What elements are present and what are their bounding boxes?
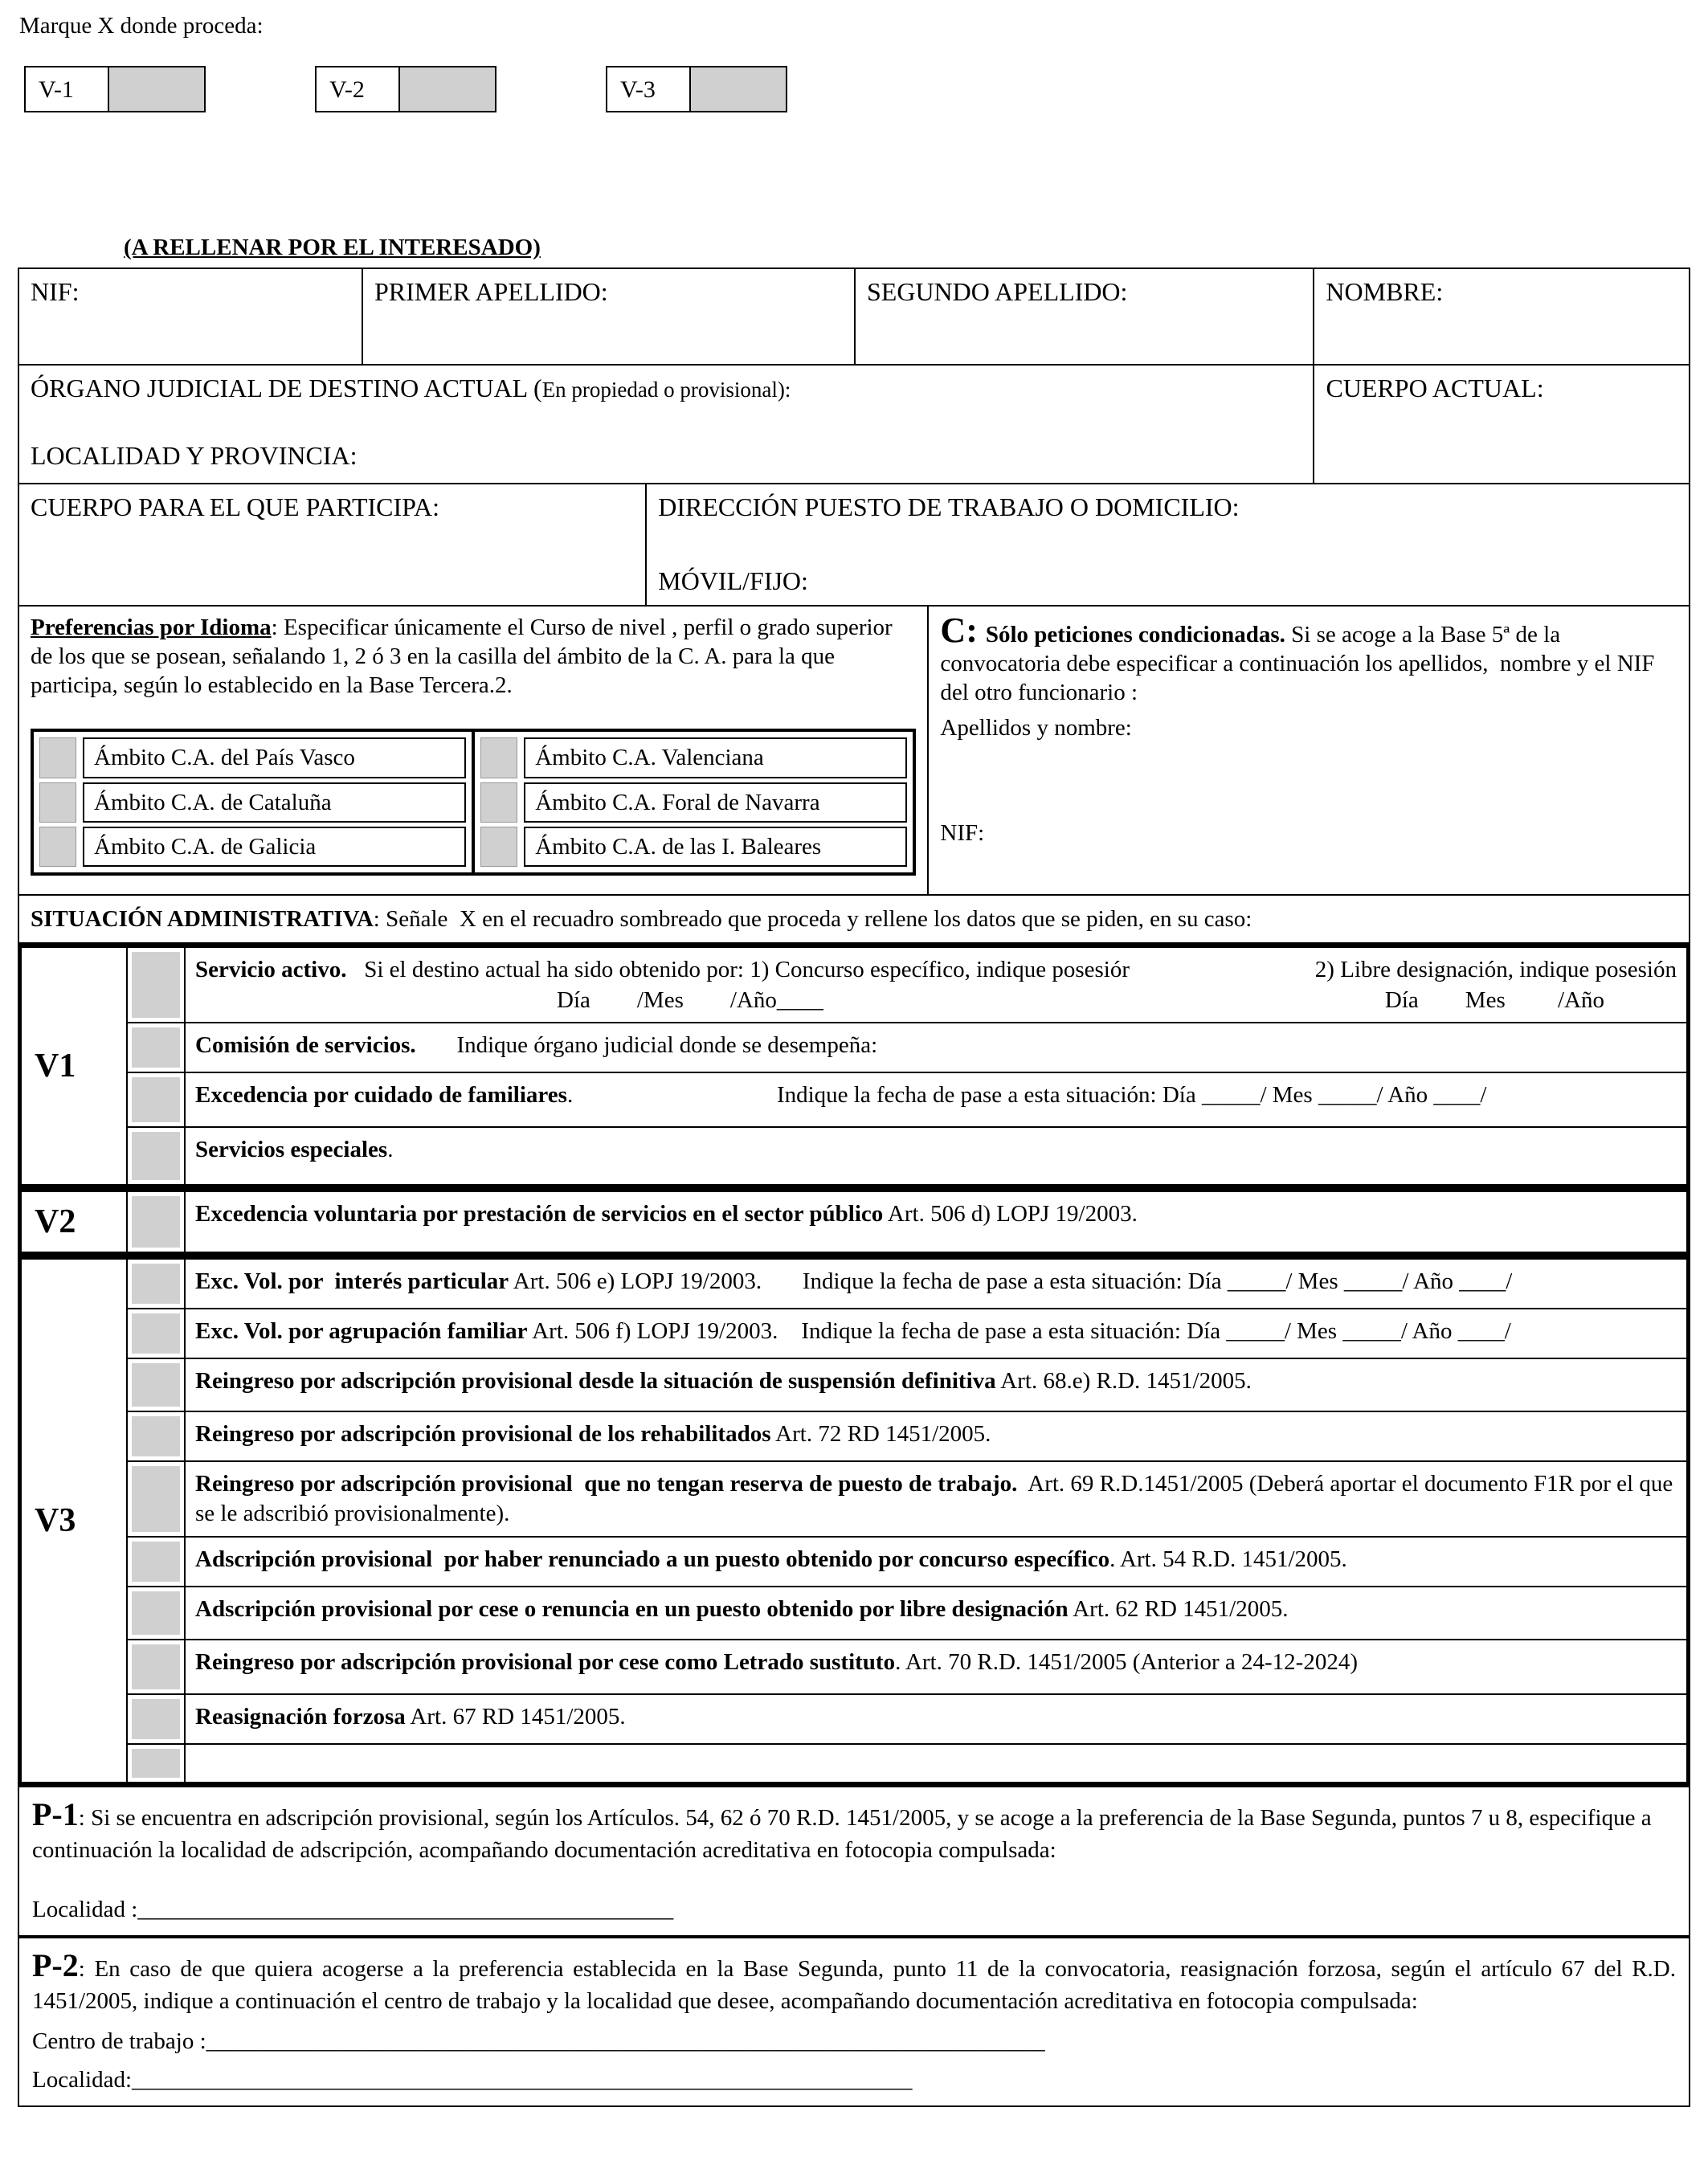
v1-row-servicio-activo <box>126 948 1686 1024</box>
ambito-checkbox-valenciana[interactable] <box>480 737 517 778</box>
interesado-title: (A RELLENAR POR EL INTERESADO) <box>124 235 541 261</box>
p2-localidad-line <box>32 2065 1676 2094</box>
checkbox-cell <box>126 1462 186 1536</box>
row-text <box>186 1260 1686 1308</box>
cuerpo-actual-label: CUERPO ACTUAL: <box>1326 373 1544 402</box>
primer-apellido-label: PRIMER APELLIDO: <box>374 276 608 306</box>
v2-rows <box>126 1192 1686 1252</box>
condicionadas-bold-text: Sólo peticiones condicionadas. <box>985 621 1285 647</box>
checkbox-cell <box>126 1309 186 1358</box>
version-box-v2-label: V-2 <box>317 67 400 111</box>
p1-localidad-label: Localidad : <box>32 1896 138 1922</box>
p2-paragraph <box>32 1945 1676 2017</box>
v1-block <box>18 944 1690 1189</box>
p2-localidad-label: Localidad: <box>32 2067 133 2093</box>
reasignacion-forzosa-checkbox[interactable] <box>132 1699 180 1739</box>
row-bold-text: Adscripción provisional por cese o renuncia en un puesto obtenido por libre designación <box>195 1596 1069 1623</box>
checkbox-cell <box>126 1260 186 1308</box>
v3-row-exc-vol-agrupacion <box>126 1309 1686 1359</box>
checkbox-cell <box>126 1073 186 1126</box>
row-bold-text: Comisión de servicios. <box>195 1032 416 1059</box>
checkbox-cell <box>126 1745 186 1782</box>
p2-centro-line <box>32 2027 1676 2056</box>
row-rest-text: Art. 506 f) LOPJ 19/2003. Indique la fecha de pase a esta situación: Día _____/ Mes _____/ Año ____/ <box>527 1318 1511 1345</box>
condicionadas-nif-field[interactable] <box>940 819 1677 847</box>
v3-block <box>18 1256 1690 1786</box>
direccion-label-line <box>658 491 1677 523</box>
row-rest-text: Art. 67 RD 1451/2005. <box>405 1704 626 1730</box>
row-bold-text: Servicios especiales <box>195 1137 388 1163</box>
version-box-v3-label: V-3 <box>607 67 691 111</box>
row-right-text: 2) Libre designación, indique posesión <box>1314 956 1677 982</box>
cuerpo-participa-cell[interactable] <box>19 484 645 605</box>
condicionadas-paragraph <box>940 610 1677 708</box>
row-text <box>186 1462 1686 1536</box>
p2-label: P-2 <box>32 1947 79 1984</box>
situacion-header-cell <box>19 896 1689 942</box>
checkbox-cell <box>126 1192 186 1252</box>
checkbox-cell <box>126 1359 186 1411</box>
v1-row-comision <box>126 1023 1686 1073</box>
ambitos-table <box>31 729 916 876</box>
excedencia-voluntaria-checkbox[interactable] <box>132 1196 180 1248</box>
v3-row-reingreso-suspension <box>126 1359 1686 1412</box>
row-bold-text: Reingreso por adscripción provisional de los rehabilitados <box>195 1421 771 1448</box>
row-text <box>186 1587 1686 1639</box>
movil-fijo-label: MÓVIL/FIJO: <box>658 566 808 595</box>
preferencias-cell <box>19 607 927 894</box>
excedencia-cuidado-checkbox[interactable] <box>132 1077 180 1122</box>
version-box-v2 <box>315 66 496 112</box>
servicio-activo-line2 <box>195 986 1677 1015</box>
v3-block-label: V3 <box>35 1502 76 1539</box>
v3-row-adscripcion-libre-designacion <box>126 1587 1686 1640</box>
checkbox-cell <box>126 1023 186 1072</box>
ambito-label: Ámbito C.A. de Cataluña <box>83 782 466 823</box>
row-rest-text: Indique órgano judicial donde se desempeña: <box>415 1032 878 1059</box>
table-row <box>19 269 1689 364</box>
row-text <box>186 1359 1686 1411</box>
row-rest-text: . Indique la fecha de pase a esta situación: Día _____/ Mes _____/ Año ____/ <box>566 1082 1487 1109</box>
ambito-label: Ámbito C.A. Valenciana <box>524 737 907 778</box>
adscripcion-concurso-checkbox[interactable] <box>132 1542 180 1582</box>
movil-fijo-line <box>658 565 1677 597</box>
nif-cell[interactable] <box>19 269 362 364</box>
comision-servicios-checkbox[interactable] <box>132 1027 180 1068</box>
empty-row-checkbox[interactable] <box>132 1749 180 1778</box>
row-text <box>186 1695 1686 1743</box>
v3-row-reingreso-sin-reserva <box>126 1462 1686 1538</box>
row-rest-text: Si el destino actual ha sido obtenido por: 1) Concurso específico, indique posesiór <box>346 956 1130 982</box>
ambito-label: Ámbito C.A. del País Vasco <box>83 737 466 778</box>
row-text <box>186 1073 1686 1126</box>
organo-label-line <box>31 372 1301 404</box>
cuerpo-actual-cell[interactable] <box>1313 366 1689 483</box>
servicio-activo-line1 <box>195 955 1677 984</box>
row-text <box>186 1023 1686 1072</box>
p2-text: : En caso de que quiera acogerse a la preferencia establecida en la Base Segunda, punto 11 de la convocatoria, reasignación forzosa, según el artículo 67 del R.D. 1451/2005, indique a continuación el centro de trabajo y la localidad que desee, acompañando documentación acreditativa en fotocopia compulsada: <box>32 1956 1676 2015</box>
p1-block <box>18 1786 1690 1937</box>
apellidos-nombre-field[interactable] <box>940 713 1677 742</box>
row-rest-text: Art. 69 R.D.1451/2005 (Deberá aportar el documento F1R por el que se le adscribió provisionalmente). <box>195 1471 1679 1526</box>
row-bold-text: Exc. Vol. por agrupación familiar <box>195 1318 528 1345</box>
row-rest-text: . <box>387 1137 394 1163</box>
row-text <box>186 1538 1686 1586</box>
ambitos-column-left <box>34 732 472 872</box>
reingreso-sin-reserva-checkbox[interactable] <box>132 1466 180 1532</box>
condicionadas-label: C: <box>940 610 978 650</box>
checkbox-cell <box>126 1587 186 1639</box>
organo-label: ÓRGANO JUDICIAL DE DESTINO ACTUAL ( <box>31 373 542 402</box>
version-box-v1-label: V-1 <box>26 67 109 111</box>
ambito-row <box>480 737 907 778</box>
p2-centro-trabajo-input[interactable]: ________________________________________________________________________ <box>206 2028 1045 2054</box>
servicio-activo-checkbox[interactable] <box>132 952 180 1019</box>
ambito-checkbox-baleares[interactable] <box>480 827 517 867</box>
row-rest-text: Art. 506 e) LOPJ 19/2003. Indique la fecha de pase a esta situación: Día _____/ Mes _____/ Año ____/ <box>509 1268 1513 1295</box>
ambito-label: Ámbito C.A. de Galicia <box>83 827 466 867</box>
p1-paragraph <box>32 1794 1676 1866</box>
situacion-header-row <box>19 894 1689 942</box>
v2-block-label: V2 <box>35 1203 76 1240</box>
ambito-row <box>480 827 907 867</box>
ambito-checkbox-cataluna[interactable] <box>39 782 76 823</box>
row-bold-text: Excedencia por cuidado de familiares <box>195 1082 567 1109</box>
row-rest-text: . Art. 70 R.D. 1451/2005 (Anterior a 24-12-2024) <box>895 1649 1358 1676</box>
row-text <box>186 1309 1686 1358</box>
row-rest-text: . Art. 54 R.D. 1451/2005. <box>1109 1546 1347 1573</box>
version-checkbox-v2[interactable] <box>400 67 495 111</box>
checkbox-cell <box>126 1412 186 1460</box>
exc-vol-agrupacion-checkbox[interactable] <box>132 1313 180 1354</box>
ambito-label: Ámbito C.A. Foral de Navarra <box>524 782 907 823</box>
preferencias-heading: Preferencias por Idioma <box>31 614 272 640</box>
row-bold-text: Reingreso por adscripción provisional por cese como Letrado sustituto <box>195 1649 896 1676</box>
checkbox-cell <box>126 1128 186 1184</box>
localidad-provincia-label: LOCALIDAD Y PROVINCIA: <box>31 440 358 470</box>
row-text <box>186 1192 1686 1252</box>
segundo-apellido-label: SEGUNDO APELLIDO: <box>866 276 1128 306</box>
row-bold-text: Reingreso por adscripción provisional desde la situación de suspensión definitiva <box>195 1368 996 1395</box>
preferencias-paragraph <box>31 613 916 700</box>
ambito-checkbox-navarra[interactable] <box>480 782 517 823</box>
exc-vol-interes-checkbox[interactable] <box>132 1264 180 1304</box>
v3-row-reingreso-letrado <box>126 1640 1686 1695</box>
version-checkbox-v1[interactable] <box>109 67 204 111</box>
row-rest-text: Art. 72 RD 1451/2005. <box>770 1421 991 1448</box>
condicionadas-cell <box>927 607 1689 894</box>
fecha-posesion-left[interactable]: Día /Mes /Año____ <box>557 987 823 1013</box>
situacion-heading-rest: : Señale X en el recuadro sombreado que proceda y rellene los datos que se piden, en su caso: <box>373 905 1252 932</box>
nombre-cell[interactable] <box>1313 269 1689 364</box>
v1-row-excedencia-cuidado <box>126 1073 1686 1128</box>
ambitos-column-right <box>472 732 913 872</box>
p1-label: P-1 <box>32 1796 79 1833</box>
v2-row-excedencia-voluntaria <box>126 1192 1686 1252</box>
ambito-label: Ámbito C.A. de las I. Baleares <box>524 827 907 867</box>
version-checkbox-v3[interactable] <box>691 67 786 111</box>
situacion-heading: SITUACIÓN ADMINISTRATIVA <box>31 905 374 932</box>
v3-row-empty <box>126 1745 1686 1782</box>
direccion-cell[interactable] <box>645 484 1689 605</box>
ambito-checkbox-galicia[interactable] <box>39 827 76 867</box>
row-rest-text: Art. 62 RD 1451/2005. <box>1068 1596 1289 1623</box>
p2-block <box>18 1937 1690 2107</box>
v3-row-exc-vol-interes <box>126 1260 1686 1309</box>
nif-label: NIF: <box>31 276 80 306</box>
row-bold-text: Reasignación forzosa <box>195 1704 406 1730</box>
checkbox-cell <box>126 948 186 1023</box>
reingreso-letrado-checkbox[interactable] <box>132 1644 180 1689</box>
ambito-row <box>39 827 466 867</box>
reingreso-rehabilitados-checkbox[interactable] <box>132 1416 180 1456</box>
localidad-provincia-line <box>31 439 1301 472</box>
direccion-label: DIRECCIÓN PUESTO DE TRABAJO O DOMICILIO: <box>658 492 1240 521</box>
top-instruction: Marque X donde proceda: <box>19 13 264 39</box>
organo-cell[interactable] <box>19 366 1313 483</box>
checkbox-cell <box>126 1538 186 1586</box>
checkbox-cell <box>126 1640 186 1693</box>
row-bold-text: Adscripción provisional por haber renunciado a un puesto obtenido por concurso específico <box>195 1546 1110 1573</box>
checkbox-cell <box>126 1695 186 1743</box>
ambito-row <box>39 782 466 823</box>
v3-row-reasignacion-forzosa <box>126 1695 1686 1745</box>
preferencias-text: : Especificar únicamente el Curso de nivel , perfil o grado superior de los que se posean, señalando 1, 2 ó 3 en la casilla del ámbito de la C. A. para la que participa, según lo establecido en la Base Tercera.2. <box>31 614 898 698</box>
version-box-v1 <box>24 66 206 112</box>
table-row <box>19 605 1689 894</box>
ambito-checkbox-pais-vasco[interactable] <box>39 737 76 778</box>
row-text <box>186 1128 1686 1184</box>
adscripcion-libre-designacion-checkbox[interactable] <box>132 1591 180 1635</box>
row-text <box>186 1640 1686 1693</box>
organo-label-small: En propiedad o provisional): <box>541 377 791 402</box>
version-box-row <box>24 66 1690 112</box>
condicionadas-nif-label: NIF: <box>940 819 985 846</box>
row-text <box>186 948 1686 1023</box>
row-text <box>186 1412 1686 1460</box>
v3-row-adscripcion-concurso <box>126 1538 1686 1587</box>
servicios-especiales-checkbox[interactable] <box>132 1132 180 1180</box>
row-bold-text: Servicio activo. <box>195 956 347 982</box>
p2-centro-label: Centro de trabajo : <box>32 2028 206 2054</box>
row-bold-text: Excedencia voluntaria por prestación de servicios en el sector público <box>195 1201 884 1227</box>
nombre-label: NOMBRE: <box>1326 276 1444 306</box>
table-row <box>19 364 1689 483</box>
ambito-row <box>39 737 466 778</box>
main-table <box>18 268 1690 944</box>
row-bold-text: Exc. Vol. por interés particular <box>195 1268 509 1295</box>
row-rest-text: Art. 506 d) LOPJ 19/2003. <box>883 1201 1138 1227</box>
fecha-posesion-right[interactable]: Día Mes /Año <box>1384 987 1604 1013</box>
segundo-apellido-cell[interactable] <box>854 269 1313 364</box>
v3-rows <box>126 1260 1686 1782</box>
p1-text: : Si se encuentra en adscripción provisional, según los Artículos. 54, 62 ó 70 R.D. 1451/2005, y se acoge a la preferencia de la Base Segunda, puntos 7 u 8, especifique a continuación la localidad de adscripción, acompañando documentación acreditativa en fotocopia compulsada: <box>32 1805 1657 1864</box>
p1-localidad-line <box>32 1895 1676 1924</box>
reingreso-suspension-checkbox[interactable] <box>132 1363 180 1407</box>
p2-localidad-input[interactable]: ___________________________________________________________________ <box>132 2067 913 2093</box>
ambito-row <box>480 782 907 823</box>
v1-block-label: V1 <box>35 1047 76 1084</box>
v1-rows <box>126 948 1686 1185</box>
condicionadas-text: Si se acoge a la Base 5ª de la convocatoria debe especificar a continuación los apellidos, nombre y el NIF del otro funcionario : <box>940 621 1661 705</box>
v1-row-servicios-especiales <box>126 1128 1686 1184</box>
row-bold-text: Reingreso por adscripción provisional que no tengan reserva de puesto de trabajo. <box>195 1471 1018 1497</box>
row-rest-text: Art. 68.e) R.D. 1451/2005. <box>995 1368 1252 1395</box>
p1-localidad-input[interactable]: ______________________________________________ <box>137 1896 674 1922</box>
primer-apellido-cell[interactable] <box>362 269 854 364</box>
table-row <box>19 483 1689 605</box>
version-box-v3 <box>606 66 787 112</box>
v3-row-reingreso-rehabilitados <box>126 1412 1686 1462</box>
v2-block <box>18 1188 1690 1256</box>
apellidos-nombre-label: Apellidos y nombre: <box>940 715 1132 741</box>
cuerpo-participa-label: CUERPO PARA EL QUE PARTICIPA: <box>31 492 440 521</box>
row-text <box>186 1745 1686 1782</box>
